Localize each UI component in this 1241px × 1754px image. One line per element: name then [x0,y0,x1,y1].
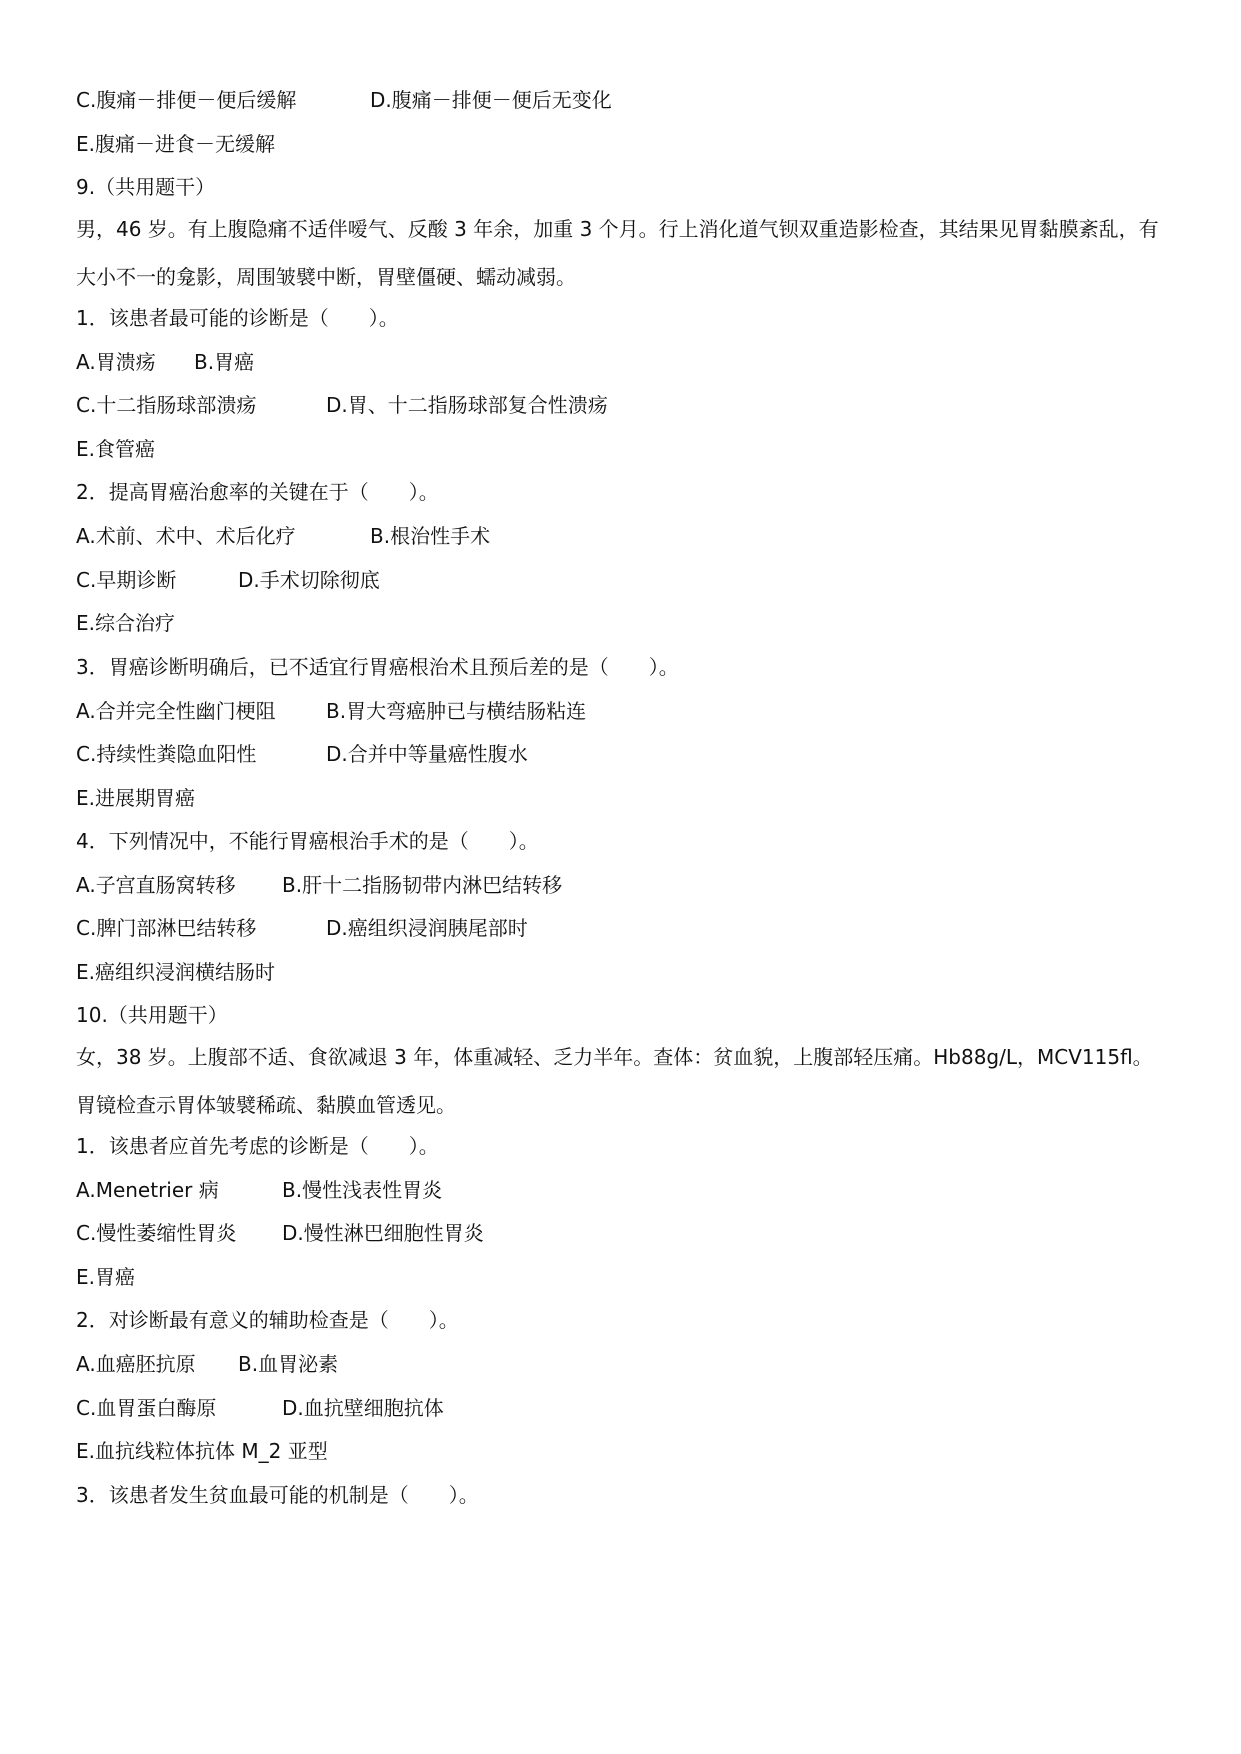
option-e: E.胃癌 [76,1265,135,1289]
option-c: C.腹痛－排便－便后缓解 [76,88,297,112]
option-b: B.慢性浅表性胃炎 [282,1178,443,1202]
option-e: E.血抗线粒体抗体 M_2 亚型 [76,1439,328,1463]
option-e: E.食管癌 [76,437,155,461]
option-a: A.子宫直肠窝转移 [76,873,236,897]
question-9-stem: 男，46 岁。有上腹隐痛不适伴嗳气、反酸 3 年余，加重 3 个月。行上消化道气钡双重造影检查，其结果见胃黏膜紊乱，有大小不一的龛影，周围皱襞中断，胃壁僵硬、蠕动减弱。 [76,217,1159,289]
option-e: E.综合治疗 [76,611,175,635]
q9-sub3-question: 3．胃癌诊断明确后，已不适宜行胃癌根治术且预后差的是（ ）。 [76,655,679,679]
question-10-stem: 女，38 岁。上腹部不适、食欲减退 3 年，体重减轻、乏力半年。查体：贫血貌，上腹部轻压痛。Hb88g/L，MCV115fl。胃镜检查示胃体皱襞稀疏、黏膜血管透见。 [76,1045,1153,1117]
option-e: E.腹痛－进食－无缓解 [76,132,275,156]
option-d: D.胃、十二指肠球部复合性溃疡 [326,393,608,417]
option-b: B.胃大弯癌肿已与横结肠粘连 [326,699,587,723]
option-c: C.脾门部淋巴结转移 [76,916,257,940]
option-e: E.进展期胃癌 [76,786,195,810]
q10-sub2-question: 2．对诊断最有意义的辅助检查是（ ）。 [76,1308,459,1332]
q10-sub1-question: 1．该患者应首先考虑的诊断是（ ）。 [76,1134,439,1158]
option-c: C.血胃蛋白酶原 [76,1396,217,1420]
option-d: D.癌组织浸润胰尾部时 [326,916,528,940]
option-d: D.血抗壁细胞抗体 [282,1396,444,1420]
option-a: A.合并完全性幽门梗阻 [76,699,276,723]
option-a: A.术前、术中、术后化疗 [76,524,296,548]
question-10-header: 10.（共用题干） [76,1003,228,1027]
option-d: D.合并中等量癌性腹水 [326,742,528,766]
option-a: A.胃溃疡 [76,350,156,374]
option-a: A.血癌胚抗原 [76,1352,196,1376]
option-a: A.Menetrier 病 [76,1178,219,1202]
option-b: B.胃癌 [194,350,255,374]
option-e: E.癌组织浸润横结肠时 [76,960,275,984]
q9-sub4-question: 4．下列情况中，不能行胃癌根治手术的是（ ）。 [76,829,539,853]
q9-sub1-question: 1．该患者最可能的诊断是（ ）。 [76,306,399,330]
option-c: C.持续性粪隐血阳性 [76,742,257,766]
question-9-header: 9.（共用题干） [76,175,216,199]
option-b: B.肝十二指肠韧带内淋巴结转移 [282,873,563,897]
q10-sub3-question: 3．该患者发生贫血最可能的机制是（ ）。 [76,1483,479,1507]
option-d: D.腹痛－排便－便后无变化 [370,88,612,112]
option-c: C.十二指肠球部溃疡 [76,393,257,417]
option-b: B.根治性手术 [370,524,491,548]
option-c: C.慢性萎缩性胃炎 [76,1221,237,1245]
option-c: C.早期诊断 [76,568,177,592]
option-b: B.血胃泌素 [238,1352,339,1376]
option-d: D.手术切除彻底 [238,568,380,592]
option-d: D.慢性淋巴细胞性胃炎 [282,1221,484,1245]
q9-sub2-question: 2．提高胃癌治愈率的关键在于（ ）。 [76,480,439,504]
